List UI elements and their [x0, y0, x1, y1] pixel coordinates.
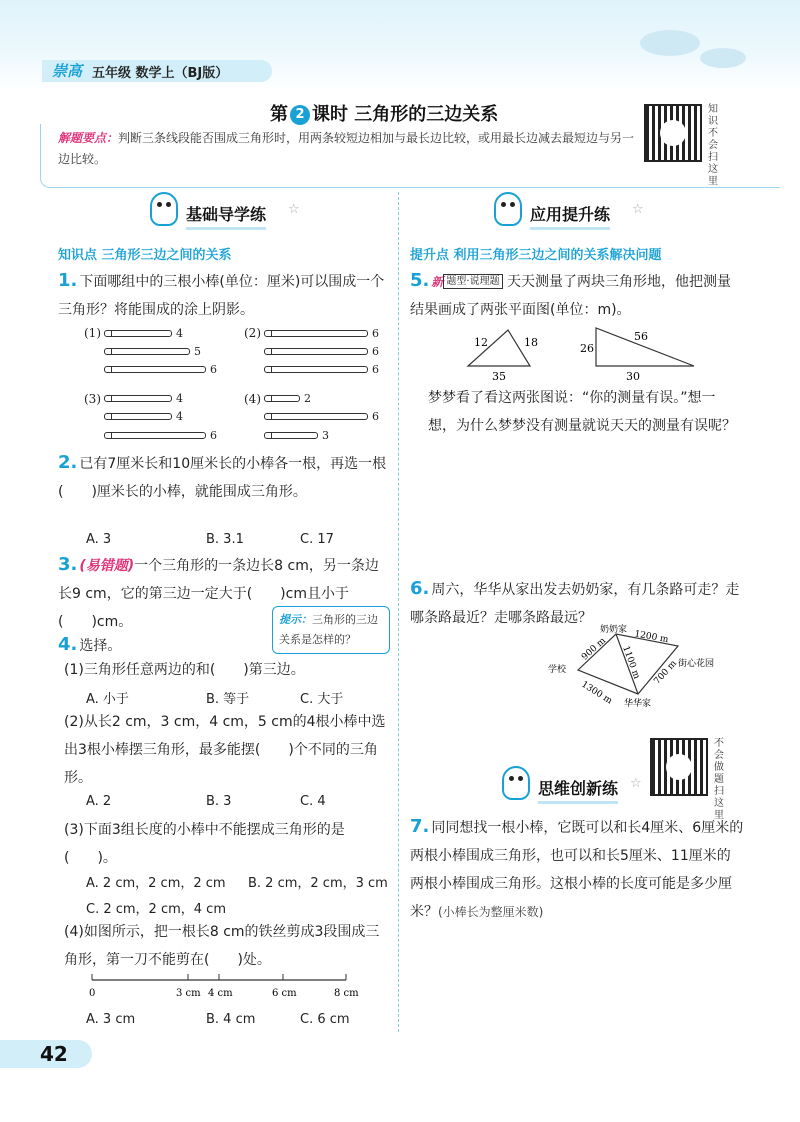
- distance-label: 1200 m: [633, 629, 670, 646]
- option[interactable]: C. 2 cm，2 cm，4 cm: [86, 902, 226, 917]
- stick-length: 6: [210, 429, 217, 442]
- stick-length: 4: [176, 392, 183, 405]
- place-park: 街心花园: [678, 659, 715, 669]
- ruler-diagram: [84, 972, 364, 1002]
- cloud-decoration: [700, 48, 746, 68]
- stick-length: 6: [372, 327, 379, 340]
- sub-question-2: (2)从长2 cm，3 cm，4 cm，5 cm的4根小棒中选出3根小棒摆三角形，最多能摆( )个不同的三角形。: [64, 714, 386, 786]
- question-text: 天天测量了两块三角形地，他把测量结果画成了两张平面图(单位：m)。: [410, 274, 732, 318]
- question-2: [58, 450, 390, 506]
- lesson-number: 2: [290, 105, 310, 125]
- knowledge-point: 知识点 三角形三边之间的关系: [58, 248, 232, 263]
- question-1: [58, 268, 390, 324]
- group-label: (1): [84, 326, 101, 340]
- star-icon: ☆: [632, 202, 644, 217]
- question-number: 1.: [58, 270, 78, 291]
- qr-code[interactable]: [650, 738, 708, 796]
- option[interactable]: B. 2 cm，2 cm，3 cm: [248, 876, 388, 891]
- group-label: (2): [244, 326, 261, 340]
- question-text: 已有7厘米长和10厘米长的小棒各一根，再选一根( )厘米长的小棒，就能围成三角形。: [58, 456, 387, 500]
- cloud-decoration: [640, 30, 700, 56]
- stick-length: 5: [194, 345, 201, 358]
- question-number: 3.: [58, 554, 78, 575]
- ruler-label: 0: [89, 988, 96, 999]
- group-label: (4): [244, 392, 261, 406]
- question-text: 一个三角形的一条边长8 cm，另一条边长9 cm，它的第三边一定大于( )cm且小于( )cm。: [58, 558, 379, 630]
- hint-box: [272, 606, 390, 654]
- option[interactable]: B. 3.1: [206, 532, 244, 547]
- page-number: 42: [40, 1042, 68, 1066]
- option[interactable]: C. 6 cm: [300, 1012, 350, 1027]
- star-icon: ☆: [630, 776, 642, 791]
- hint-text: 三角形的三边关系是怎样的？: [279, 613, 378, 646]
- stick-length: 6: [210, 363, 217, 376]
- option[interactable]: A. 2 cm，2 cm，2 cm: [86, 876, 226, 891]
- section-applied: [494, 198, 664, 228]
- question-type-tag: 题型·说理题: [443, 274, 502, 289]
- book-title: 五年级 数学上（BJ版）: [92, 66, 229, 81]
- section-title: 基础导学练: [186, 202, 266, 230]
- page-number-tab: [0, 1040, 92, 1068]
- stick[interactable]: [264, 432, 318, 439]
- side-label: 30: [626, 370, 640, 383]
- ruler-label: 6 cm: [272, 988, 297, 999]
- ruler-label: 8 cm: [334, 988, 359, 999]
- section-title: 思维创新练: [538, 776, 618, 804]
- qr-caption: 不会做题扫这里: [714, 738, 724, 821]
- sub-question-4: (4)如图所示，把一根长8 cm的铁丝剪成3段围成三角形，第一刀不能剪在( )处。: [64, 924, 380, 968]
- stick-length: 6: [372, 363, 379, 376]
- question-number: 7.: [410, 816, 430, 837]
- ruler-label: 4 cm: [208, 988, 233, 999]
- distance-label: 700 m: [652, 658, 679, 687]
- distance-label: 1100 m: [620, 644, 642, 681]
- tip-box: [58, 128, 638, 184]
- stick-length: 4: [176, 327, 183, 340]
- stick[interactable]: [264, 330, 368, 337]
- option[interactable]: B. 3: [206, 794, 232, 809]
- stick[interactable]: [104, 348, 190, 355]
- tip-text: 判断三条线段能否围成三角形时，用两条较短边相加与最长边比较，或用最长边减去最短边与另一边比较。: [58, 131, 635, 166]
- stick-length: 2: [304, 392, 311, 405]
- question-number: 6.: [410, 578, 430, 599]
- question-number: 5.: [410, 270, 430, 291]
- option[interactable]: C. 4: [300, 794, 326, 809]
- distance-label: 900 m: [580, 636, 608, 663]
- stick[interactable]: [104, 413, 172, 420]
- question-text: 下面哪组中的三根小棒(单位：厘米)可以围成一个三角形？将能围成的涂上阴影。: [58, 274, 385, 318]
- question-note: (小棒长为整厘米数): [438, 905, 544, 919]
- column-divider: [398, 192, 399, 1032]
- stick[interactable]: [264, 366, 368, 373]
- qr-caption: 知识不会扫这里: [708, 104, 718, 187]
- side-label: 12: [474, 336, 488, 349]
- lesson-title: [270, 100, 498, 126]
- question-7: [410, 814, 744, 926]
- distance-label: 1300 m: [579, 679, 614, 707]
- lesson-post: 课时 三角形的三边关系: [312, 104, 499, 125]
- option[interactable]: B. 4 cm: [206, 1012, 256, 1027]
- option[interactable]: A. 2: [86, 794, 112, 809]
- question-number: 4.: [58, 634, 78, 655]
- option[interactable]: A. 小于: [86, 692, 129, 707]
- option[interactable]: B. 等于: [206, 692, 250, 707]
- place-home: 华华家: [624, 699, 652, 708]
- option[interactable]: A. 3 cm: [86, 1012, 136, 1027]
- stick-length: 3: [322, 429, 329, 442]
- stick-length: 4: [176, 410, 183, 423]
- question-text: 周六，华华从家出发去奶奶家，有几条路可走？走哪条路最近？走哪条路最远？: [410, 582, 740, 626]
- question-text: 同同想找一根小棒，它既可以和长4厘米、6厘米的两根小棒围成三角形，也可以和长5厘米、11厘米的两根小棒围成三角形。这根小棒的长度可能是多少厘米？: [410, 820, 744, 920]
- triangle-1: [456, 326, 566, 386]
- star-icon: ☆: [288, 202, 300, 217]
- question-number: 2.: [58, 452, 78, 473]
- question-5-followup: 梦梦看了看这两张图说：“你的测量有误。”想一想，为什么梦梦没有测量就说天天的测量有误呢？: [428, 390, 736, 434]
- stick[interactable]: [264, 348, 368, 355]
- section-innovation: [502, 772, 652, 802]
- mascot-icon: [494, 192, 522, 226]
- stick[interactable]: [264, 413, 368, 420]
- triangle-2: [576, 324, 706, 388]
- group-label: (3): [84, 392, 101, 406]
- lesson-pre: 第: [270, 104, 288, 125]
- mascot-icon: [150, 192, 178, 226]
- qr-code[interactable]: [644, 104, 702, 162]
- stick[interactable]: [104, 432, 206, 439]
- stick[interactable]: [264, 395, 300, 402]
- sub-question-1: (1)三角形任意两边的和( )第三边。: [64, 662, 305, 678]
- brand-logo: 崇高: [52, 62, 83, 80]
- improvement-point: 提升点 利用三角形三边之间的关系解决问题: [410, 248, 662, 263]
- new-tag: 新: [431, 275, 444, 289]
- question-tag: (易错题): [79, 558, 135, 574]
- side-label: 56: [634, 330, 648, 343]
- side-label: 18: [524, 336, 538, 349]
- section-basic: [150, 198, 320, 228]
- place-grandma: 奶奶家: [600, 625, 628, 635]
- question-5: [410, 268, 740, 324]
- stick[interactable]: [104, 330, 172, 337]
- mascot-icon: [502, 766, 530, 800]
- option[interactable]: C. 大于: [300, 692, 344, 707]
- stick-length: 6: [372, 410, 379, 423]
- question-text: 选择。: [79, 638, 122, 654]
- side-label: 35: [492, 370, 506, 383]
- ruler-label: 3 cm: [176, 988, 201, 999]
- tip-label: 解题要点：: [58, 131, 119, 145]
- stick[interactable]: [104, 366, 206, 373]
- stick[interactable]: [104, 395, 172, 402]
- sub-question-3: (3)下面3组长度的小棒中不能摆成三角形的是( )。: [64, 822, 345, 866]
- route-map: [544, 622, 730, 708]
- side-label: 26: [580, 342, 594, 355]
- stick-length: 6: [372, 345, 379, 358]
- hint-label: 提示：: [279, 613, 312, 626]
- place-school: 学校: [548, 665, 567, 675]
- option[interactable]: A. 3: [86, 532, 112, 547]
- option[interactable]: C. 17: [300, 532, 334, 547]
- section-title: 应用提升练: [530, 202, 610, 230]
